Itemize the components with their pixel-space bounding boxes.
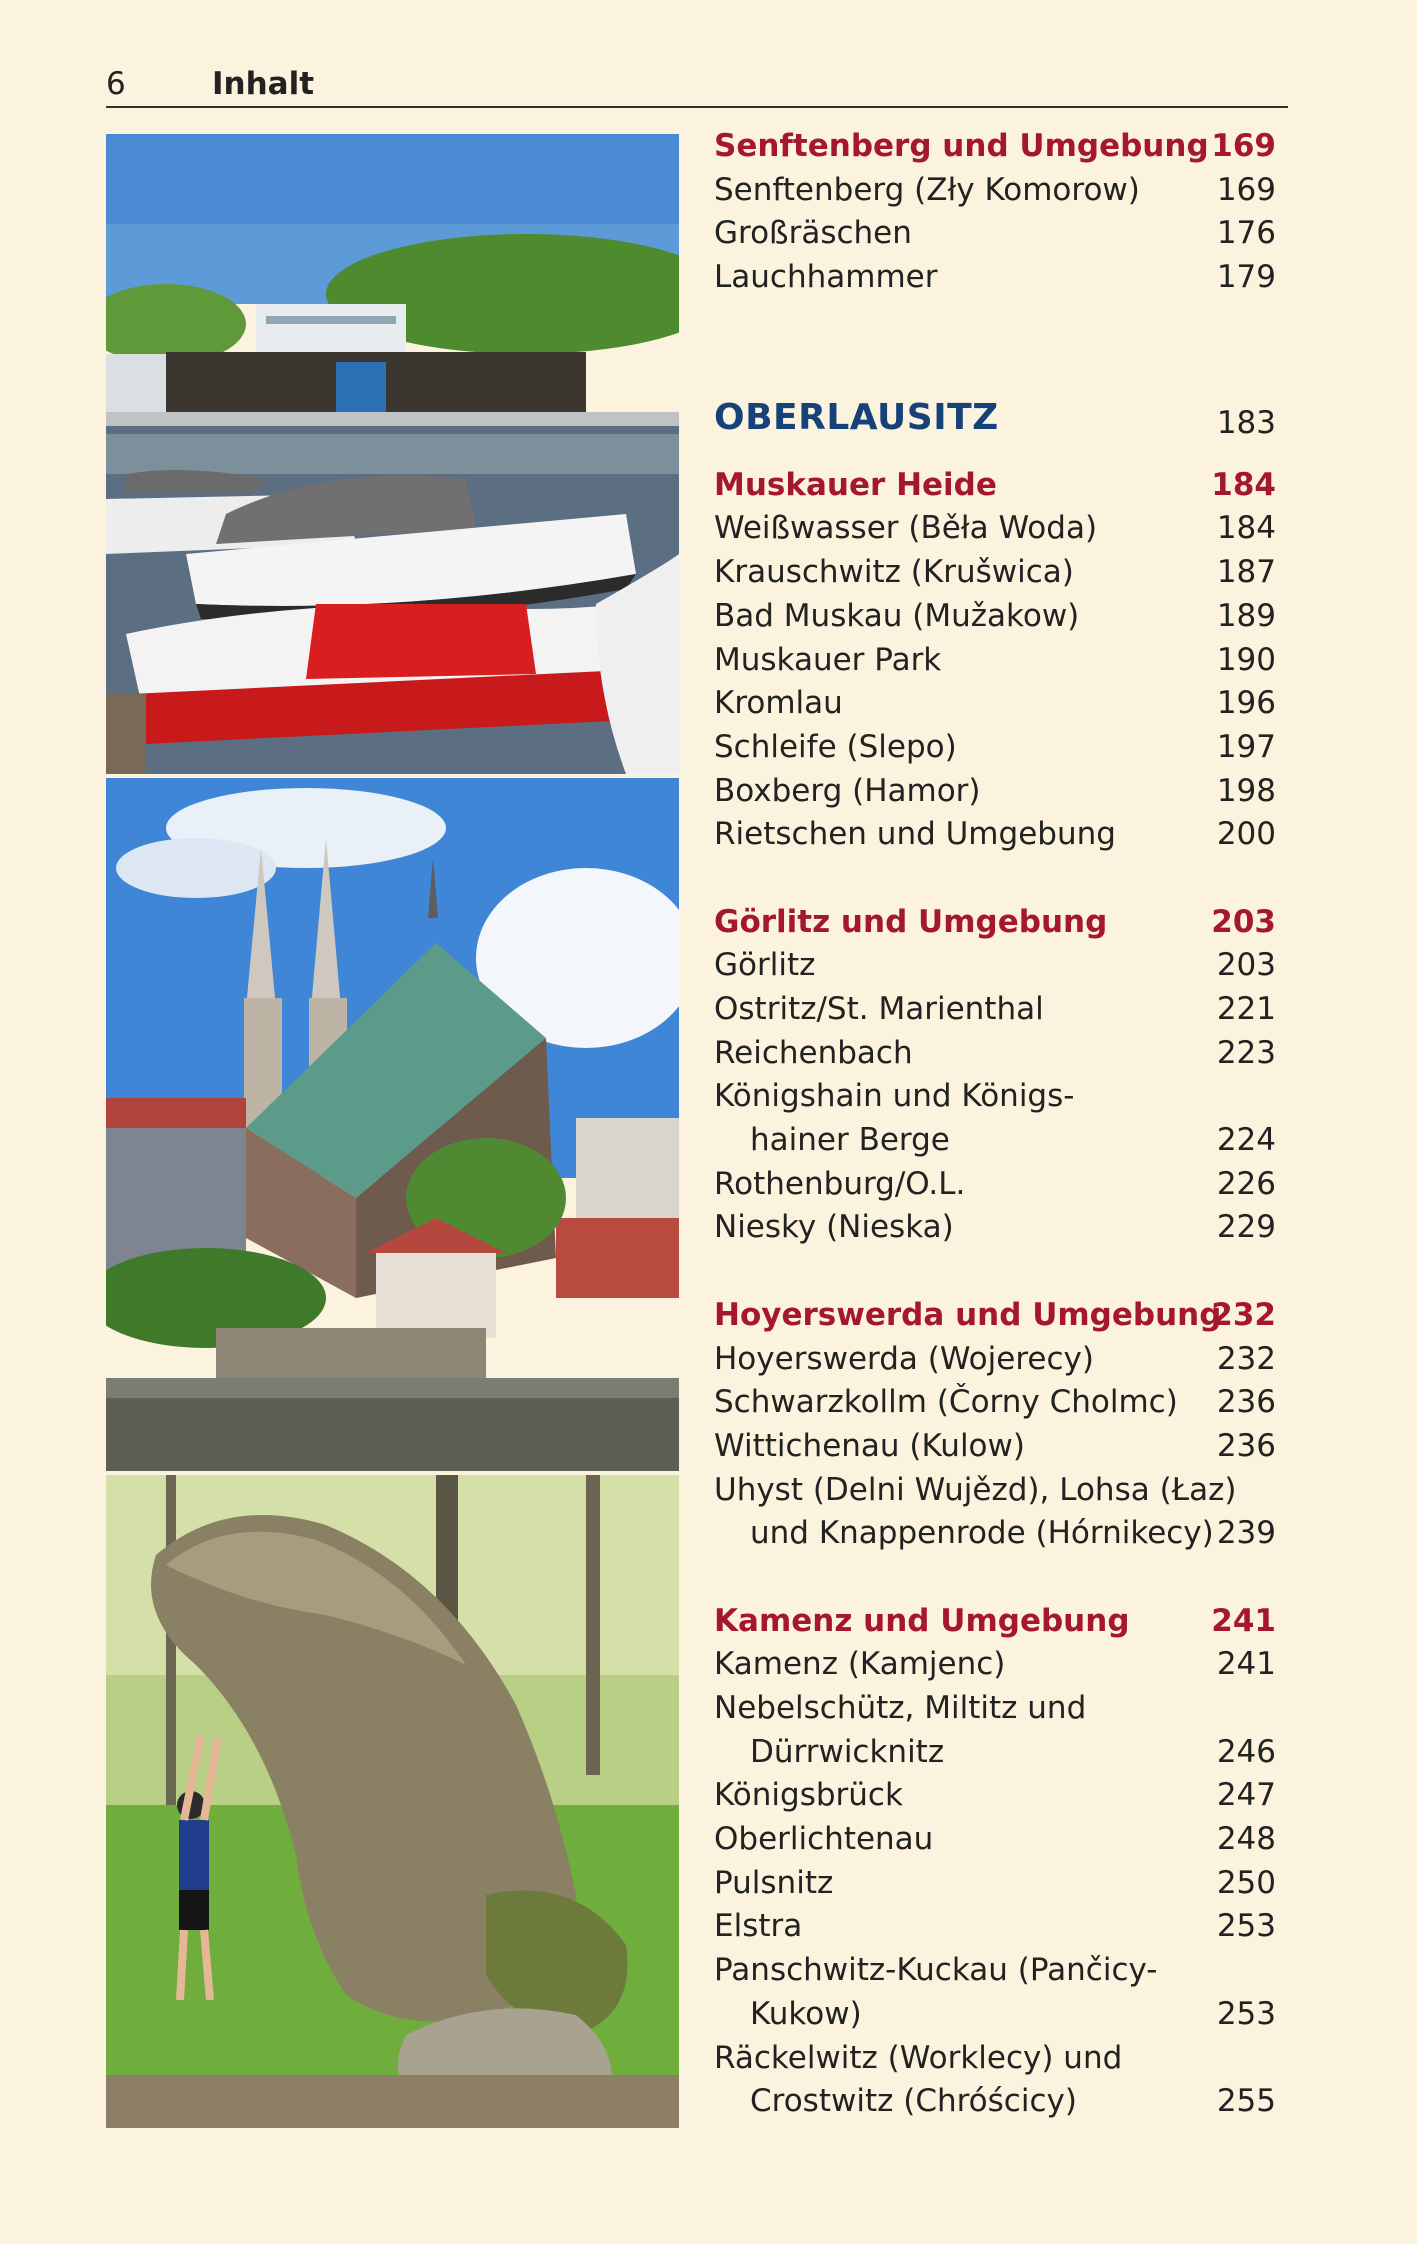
toc-entry[interactable]: Kamenz (Kamjenc) 241 (714, 1646, 1276, 1683)
page-number: 6 (106, 66, 126, 102)
toc-entry-line2[interactable]: und Knappenrode (Hórnikecy) 239 (750, 1515, 1276, 1552)
toc-entry[interactable]: Bad Muskau (Mužakow) 189 (714, 597, 1276, 634)
toc-entry[interactable]: Großräschen 176 (714, 215, 1276, 252)
toc-entry-line1[interactable]: Panschwitz-Kuckau (Pančicy- (714, 1952, 1158, 1989)
toc-heading-goerlitz[interactable]: Görlitz und Umgebung 203 (714, 903, 1276, 940)
toc-entry[interactable]: Krauschwitz (Krušwica) 187 (714, 554, 1276, 591)
toc-entry-line2[interactable]: Dürrwicknitz 246 (750, 1733, 1276, 1770)
toc-entry-line2[interactable]: hainer Berge 224 (750, 1122, 1276, 1159)
toc-entry[interactable]: Oberlichtenau 248 (714, 1821, 1276, 1858)
toc-entry-line1[interactable]: Königshain und Königs- (714, 1078, 1075, 1115)
toc-heading-senftenberg[interactable]: Senftenberg und Umgebung 169 (714, 128, 1276, 164)
toc-entry-line2[interactable]: Crostwitz (Chróścicy) 255 (750, 2083, 1276, 2120)
toc-entry[interactable]: Schleife (Slepo) 197 (714, 728, 1276, 765)
toc-entry[interactable]: Rothenburg/O.L. 226 (714, 1165, 1276, 1202)
toc-entry[interactable]: Ostritz/St. Marienthal 221 (714, 991, 1276, 1027)
toc-entry[interactable]: Senftenberg (Zły Komorow) 169 (714, 171, 1276, 208)
toc-entry[interactable]: Hoyerswerda (Wojerecy) 232 (714, 1340, 1276, 1377)
toc-entry[interactable]: Weißwasser (Běła Woda) 184 (714, 510, 1276, 547)
toc-entry[interactable]: Wittichenau (Kulow) 236 (714, 1427, 1276, 1464)
table-of-contents (714, 125, 1276, 2124)
boats-harbor-photo (106, 134, 679, 774)
toc-region-oberlausitz[interactable]: OBERLAUSITZ 183 (714, 396, 1276, 441)
toc-entry[interactable]: Elstra 253 (714, 1908, 1276, 1945)
toc-entry[interactable]: Pulsnitz 250 (714, 1864, 1276, 1901)
goerlitz-church-photo (106, 778, 679, 1471)
toc-entry[interactable]: Königsbrück 247 (714, 1777, 1276, 1814)
toc-entry[interactable]: Lauchhammer 179 (714, 259, 1276, 296)
toc-entry[interactable]: Kromlau 196 (714, 685, 1276, 722)
toc-entry-line1[interactable]: Uhyst (Delni Wujězd), Lohsa (Łaz) (714, 1471, 1237, 1508)
toc-entry[interactable]: Boxberg (Hamor) 198 (714, 772, 1276, 809)
toc-heading-muskauer-heide[interactable]: Muskauer Heide 184 (714, 466, 1276, 503)
toc-entry[interactable]: Reichenbach 223 (714, 1034, 1276, 1071)
header-rule (106, 106, 1288, 108)
toc-heading-hoyerswerda[interactable]: Hoyerswerda und Umgebung 232 (714, 1296, 1276, 1333)
running-head: Inhalt (212, 66, 315, 102)
toc-entry-line2[interactable]: Kukow) 253 (750, 1995, 1276, 2032)
toc-entry-line1[interactable]: Räckelwitz (Worklecy) und (714, 2039, 1123, 2076)
toc-entry[interactable]: Niesky (Nieska) 229 (714, 1209, 1276, 1246)
toc-entry[interactable]: Muskauer Park 190 (714, 641, 1276, 678)
boulder-cyclist-photo (106, 1475, 679, 2128)
toc-heading-kamenz[interactable]: Kamenz und Umgebung 241 (714, 1602, 1276, 1639)
toc-entry[interactable]: Görlitz 203 (714, 947, 1276, 984)
toc-entry[interactable]: Rietschen und Umgebung 200 (714, 816, 1276, 853)
toc-entry[interactable]: Schwarzkollm (Čorny Cholmc) 236 (714, 1384, 1276, 1421)
toc-entry-line1[interactable]: Nebelschütz, Miltitz und (714, 1690, 1087, 1726)
